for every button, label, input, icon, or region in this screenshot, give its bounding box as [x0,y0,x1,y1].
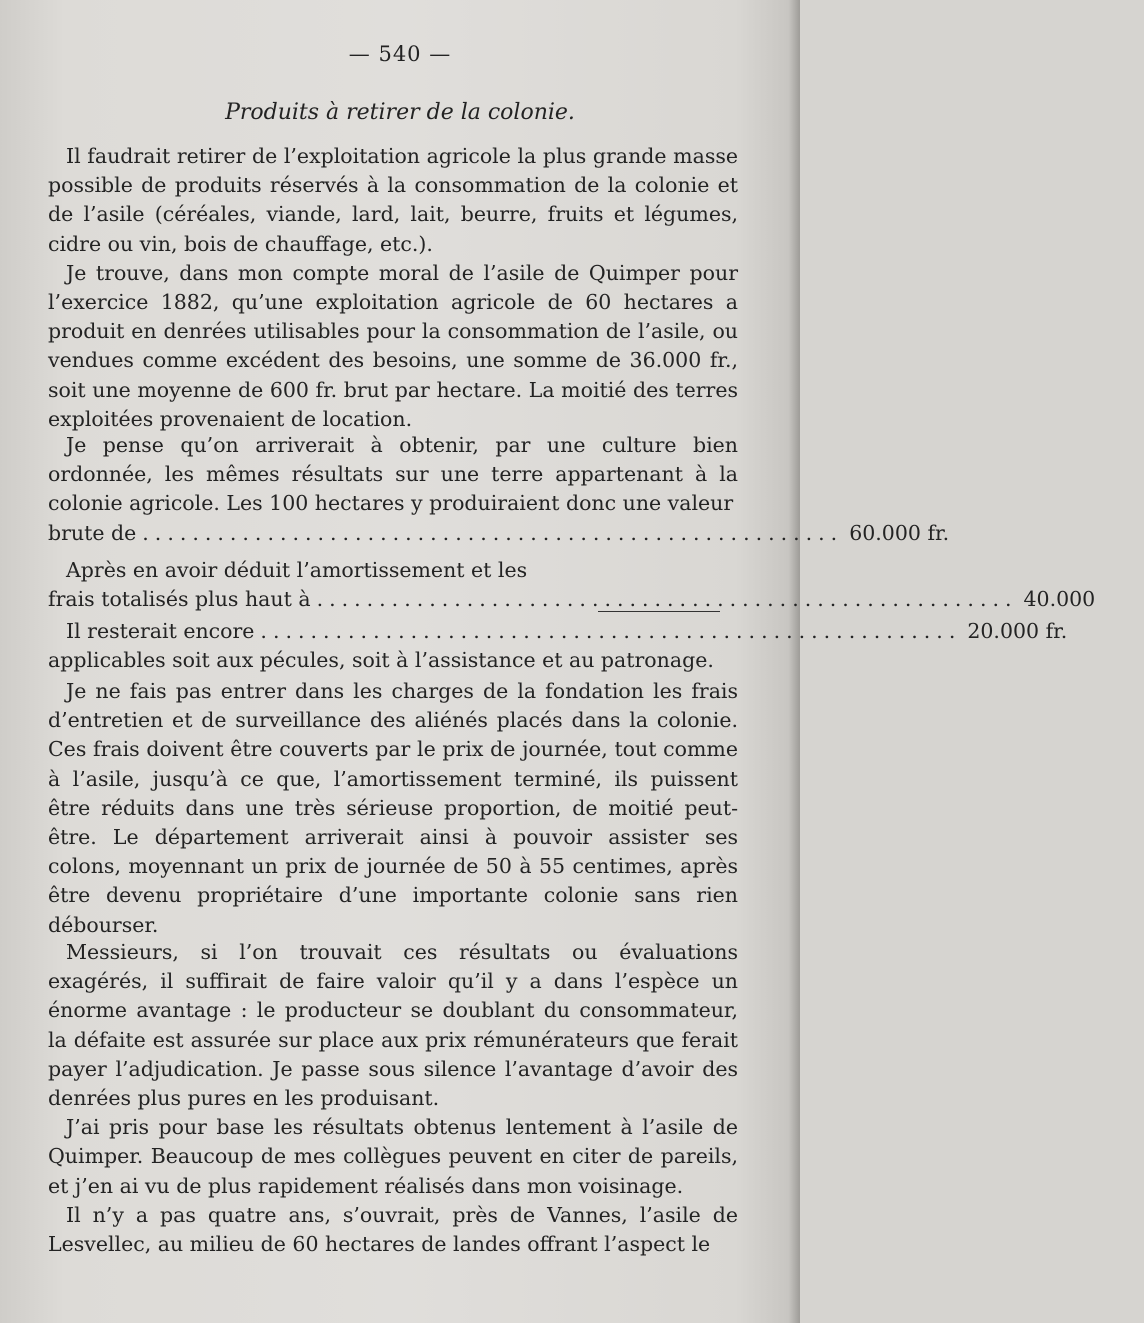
paragraph: Il faudrait retirer de l’exploitation agricole la plus grande masse possible de produits réservés à la consommation de la colonie et de l’asile (céréales, viande, lard, lait, beurre, fruits et légumes, cidre ou vin, bois de chauffage, etc.). [48,144,738,256]
text-block-intro [48,142,738,434]
leader-dots: ........................................................ [316,587,1018,612]
paragraph: Messieurs, si l’on trouvait ces résultats ou évaluations exagérés, il suffirait de faire valoir qu’il y a dans l’espèce un énorme avantage : le producteur se doublant du consommateur, la défaite est assurée sur place aux prix rémunérateurs que ferait payer l’adjudication. Je passe sous silence l’avantage d’avoir des denrées plus pures en les produisant. [48,940,738,1111]
calc-label: brute de [48,520,137,545]
paragraph: applicables soit aux pécules, soit à l’assistance et au patronage. [48,648,714,673]
calc-value: 20.000 fr. [967,619,1068,643]
paragraph: Je trouve, dans mon compte moral de l’asile de Quimper pour l’exercice 1882, qu’une exploitation agricole de 60 hectares a produit en denrées utilisables pour la consommation de l’asile, ou vendues comme excédent des besoins, une somme de 36.000 fr., soit une moyenne de 600 fr. brut par hectare. La moitié des terres exploitées provenaient de location. [48,260,738,431]
page-edge-shadow [788,0,800,1323]
calc-value: 40.000 [1023,587,1096,612]
calc-row-gross [48,519,950,548]
calc-label: Il resterait encore [66,619,255,643]
text-block-conclusion [48,938,738,1259]
leader-dots: ........................................................ [142,520,844,545]
page-number: — 540 — [348,42,452,66]
calc-result-block [48,617,1068,675]
leader-dots: ........................................................ [260,619,962,643]
calc-value: 60.000 fr. [849,520,950,545]
section-title: Produits à retirer de la colonie. [225,100,575,125]
calc-row-costs [48,585,1096,614]
calc-row-remaining [48,617,1068,646]
paragraph: J’ai pris pour base les résultats obtenus lentement à l’asile de Quimper. Beaucoup de mes collègues peuvent en citer de pareils, et j’en ai vu de plus rapidement réalisés dans mon voisinage. [48,1115,738,1198]
sum-rule [598,611,720,612]
paragraph: Il n’y a pas quatre ans, s’ouvrait, près de Vannes, l’asile de Lesvellec, au milieu de 60 hectares de landes offrant l’aspect le [48,1202,738,1257]
paragraph: Je ne fais pas entrer dans les charges de la fondation les frais d’entretien et de surveillance des aliénés placés dans la colonie. Ces frais doivent être couverts par le prix de journée, tout comme à l’asile, jusqu’à ce que, l’amortissement terminé, ils puissent être réduits dans une très sérieuse proportion, de moitié peut-être. Le département arriverait ainsi à pouvoir assister ses colons, moyennant un prix de journée de 50 à 55 centimes, après être devenu propriétaire d’une importante colonie sans rien débourser. [48,679,738,937]
text-block-costs [48,677,738,940]
paragraph: Je pense qu’on arriverait à obtenir, par une culture bien ordonnée, les mêmes résultats sur une terre appartenant à la colonie agricole. Les 100 hectares y produiraient donc une valeur [48,433,738,516]
paragraph: Après en avoir déduit l’amortissement et les [66,557,528,582]
calc-label: frais totalisés plus haut à [48,587,311,612]
calculation-block [48,431,1096,614]
